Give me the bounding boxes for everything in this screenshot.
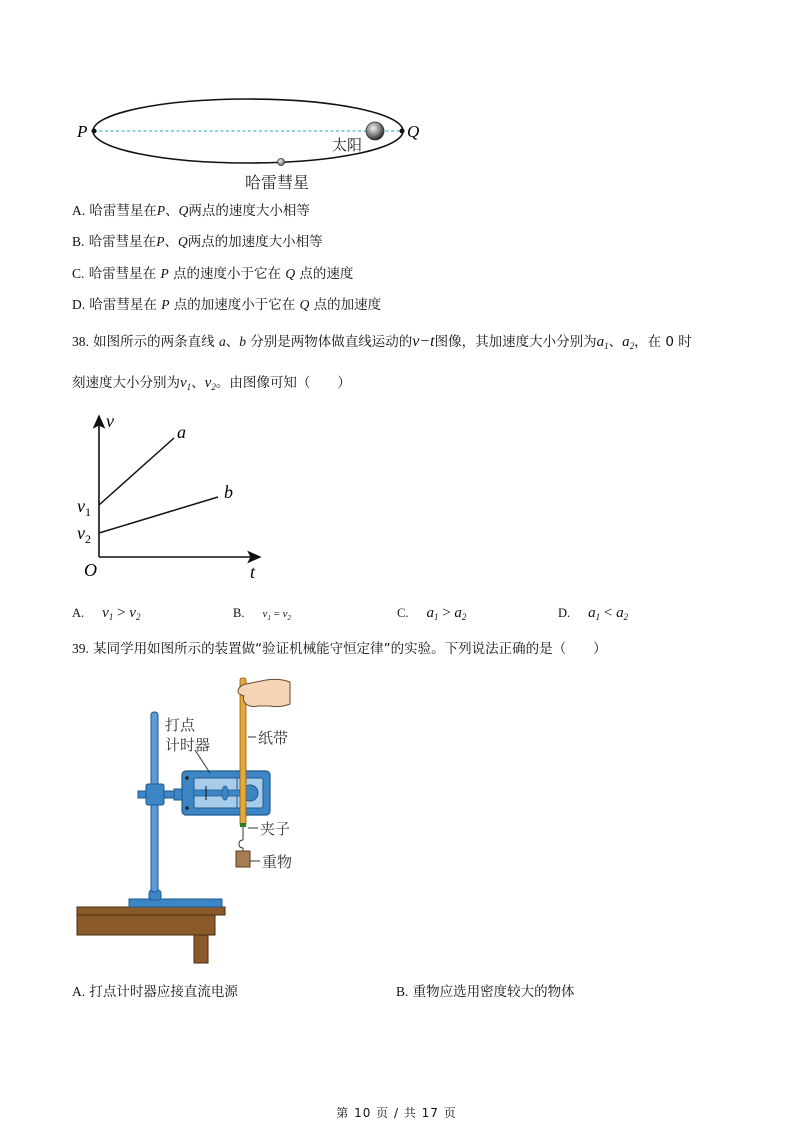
stem-text: ，在 0 时 xyxy=(634,334,692,350)
label-timer-2: 计时器 xyxy=(165,736,211,754)
var-b: b xyxy=(239,334,246,349)
option-text: 点的速度小于它在 xyxy=(173,266,282,282)
table-top xyxy=(77,907,225,915)
option-text: 、 xyxy=(165,203,179,219)
q37-option-c[interactable] xyxy=(72,265,353,283)
option-letter: C. xyxy=(72,266,85,281)
option-letter: B. xyxy=(396,984,409,999)
label-tape: 纸带 xyxy=(258,729,289,747)
q38-stem-line2 xyxy=(72,374,351,396)
option-text: 重物应选用密度较大的物体 xyxy=(412,984,575,1000)
stem-text: 如图所示的两条直线 xyxy=(93,334,215,350)
stem-text: 刻速度大小分别为 xyxy=(72,375,180,391)
halley-orbit-figure xyxy=(60,90,440,200)
var-a2: $a_2$ xyxy=(622,334,635,351)
q38-option-a[interactable] xyxy=(72,604,140,626)
option-letter: A. xyxy=(72,984,86,999)
option-text: 打点计时器应接直流电源 xyxy=(89,984,238,1000)
option-letter: A. xyxy=(72,606,85,620)
option-text: 哈雷彗星在 xyxy=(88,266,157,282)
table-leg xyxy=(194,935,208,963)
label-weight: 重物 xyxy=(262,853,293,871)
vt-graph xyxy=(60,400,290,590)
y-axis-label: v xyxy=(106,411,114,431)
stem-text: 、 xyxy=(225,334,240,350)
option-expr: $a_1 < a_2$ xyxy=(588,605,629,622)
option-text: 点的速度 xyxy=(299,266,354,282)
line-b xyxy=(99,497,218,533)
option-text: 点的加速度 xyxy=(313,297,382,313)
question-number: 38. xyxy=(72,334,89,349)
var-q: Q xyxy=(177,234,188,249)
var-p: P xyxy=(156,234,165,249)
stand-base xyxy=(129,899,222,907)
line-a-label: a xyxy=(177,422,186,442)
vibrating-arm xyxy=(194,790,244,796)
var-v2: $v_2$ xyxy=(204,375,216,392)
var-v1: $v_1$ xyxy=(180,375,192,392)
q39-option-a[interactable] xyxy=(72,983,238,1001)
option-text: 两点的加速度大小相等 xyxy=(187,234,323,250)
q38-option-d[interactable] xyxy=(558,604,628,626)
option-expr: $v_1 = v_2$ xyxy=(262,608,291,622)
option-letter: D. xyxy=(558,606,571,620)
option-text: 点的加速度小于它在 xyxy=(173,297,296,313)
label-q: Q xyxy=(407,122,420,141)
stem-text: 图像，其加速度大小分别为 xyxy=(434,334,597,350)
table-apron xyxy=(77,915,215,935)
apparatus-figure xyxy=(60,670,340,970)
option-text: 哈雷彗星在 xyxy=(89,203,157,219)
option-expr: $v_1 > v_2$ xyxy=(102,605,141,622)
q38-option-b[interactable] xyxy=(233,604,291,627)
var-a: a xyxy=(218,334,226,349)
var-q: Q xyxy=(299,297,310,312)
option-letter: C. xyxy=(397,606,409,620)
q38-stem-line1 xyxy=(72,333,692,355)
stem-text: 、 xyxy=(608,334,623,350)
page-footer: 第 10 页 / 共 17 页 xyxy=(336,1106,457,1120)
label-comet: 哈雷彗星 xyxy=(245,173,310,192)
label-p: P xyxy=(77,122,88,141)
option-expr: $a_1 > a_2$ xyxy=(426,605,467,622)
comet-icon xyxy=(278,159,285,166)
x-axis-label: t xyxy=(250,562,256,582)
sun-icon xyxy=(366,122,384,140)
option-letter: D. xyxy=(72,297,86,312)
q37-option-b[interactable] xyxy=(72,233,323,251)
weight-block xyxy=(236,851,250,867)
option-text: 哈雷彗星在 xyxy=(88,234,157,250)
q39-stem xyxy=(72,640,607,658)
var-vt: v−t xyxy=(412,333,435,350)
origin-label: O xyxy=(84,560,97,580)
tick-v1: $v_1$ xyxy=(77,496,91,519)
label-clip: 夹子 xyxy=(260,820,291,838)
option-text: 哈雷彗星在 xyxy=(89,297,157,313)
var-p: P xyxy=(161,297,170,312)
stem-text: 、 xyxy=(191,375,205,391)
q38-option-c[interactable] xyxy=(397,604,466,626)
question-number: 39. xyxy=(72,641,89,656)
stem-text: 某同学用如图所示的装置做“验证机械能守恒定律”的实验。下列说法正确的是（ ） xyxy=(93,641,607,657)
q37-option-d[interactable] xyxy=(72,296,381,314)
label-timer-1: 打点 xyxy=(165,716,196,734)
option-text: 两点的速度大小相等 xyxy=(188,203,310,219)
label-sun: 太阳 xyxy=(332,136,363,154)
point-q-dot xyxy=(400,129,405,134)
q37-option-a[interactable] xyxy=(72,202,310,220)
option-text: 、 xyxy=(164,234,178,250)
clamp-boss xyxy=(146,784,164,805)
var-a1: $a_1$ xyxy=(596,334,609,351)
line-a xyxy=(99,438,174,505)
var-p: P xyxy=(156,203,166,218)
var-p: P xyxy=(160,266,169,281)
var-q: Q xyxy=(178,203,189,218)
var-q: Q xyxy=(285,266,296,281)
line-b-label: b xyxy=(224,482,233,502)
point-p-dot xyxy=(92,129,97,134)
option-letter: A. xyxy=(72,203,86,218)
clip xyxy=(240,823,246,827)
option-letter: B. xyxy=(233,606,245,620)
q39-option-b[interactable] xyxy=(396,983,575,1001)
stem-text: 。由图像可知（ ） xyxy=(215,375,351,391)
stem-text: 分别是两物体做直线运动的 xyxy=(250,334,413,350)
option-letter: B. xyxy=(72,234,85,249)
tick-v2: $v_2$ xyxy=(77,523,91,546)
